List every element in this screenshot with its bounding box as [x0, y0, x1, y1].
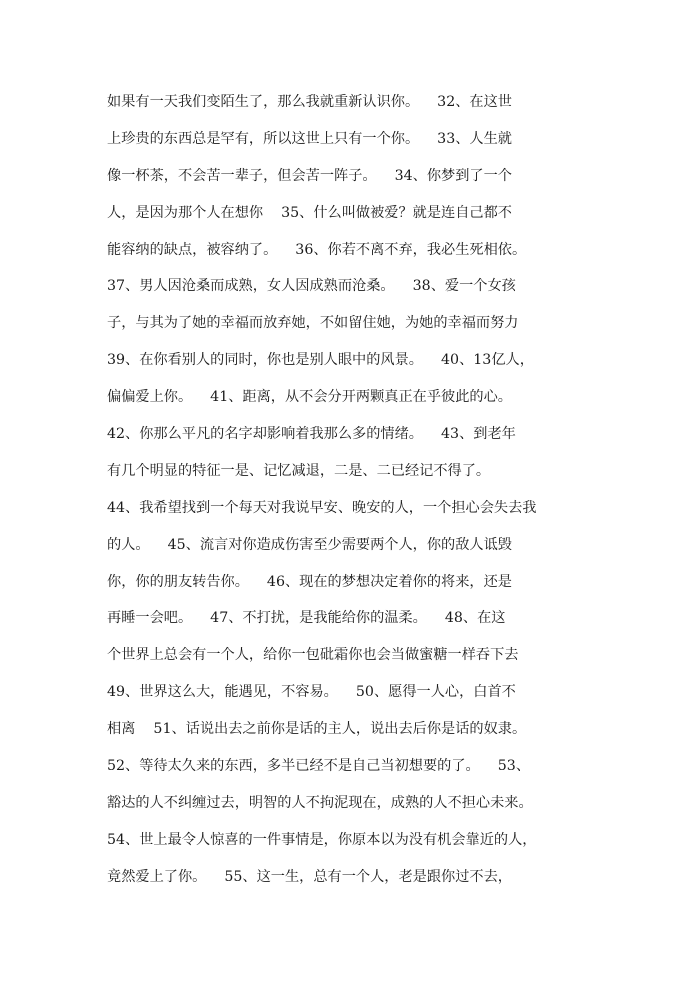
- text-line: 子，与其为了她的幸福而放弃她，不如留住她，为她的幸福而努力: [107, 315, 519, 332]
- text-line: 像一杯茶，不会苦一辈子，但会苦一阵子。 34、你梦到了一个: [107, 167, 512, 184]
- text-line: 如果有一天我们变陌生了，那么我就重新认识你。 32、在这世: [107, 94, 512, 110]
- text-line: 39、在你看别人的同时，你也是别人眼中的风景。 40、13亿人，: [107, 352, 534, 369]
- text-line: 44、我希望找到一个每天对我说早安、晚安的人，一个担心会失去我: [107, 499, 537, 516]
- text-line: 54、世上最令人惊喜的一件事情是，你原本以为没有机会靠近的人，: [107, 831, 537, 848]
- text-line: 有几个明显的特征一是、记忆减退，二是、二已经记不得了。: [107, 462, 491, 479]
- text-line: 52、等待太久来的东西，多半已经不是自己当初想要的了。 53、: [107, 758, 531, 775]
- text-line: 能容纳的缺点，被容纳了。 36、你若不离不弃，我必生死相依。: [107, 241, 527, 258]
- text-line: 偏偏爱上你。 41、距离，从不会分开两颗真正在乎彼此的心。: [107, 389, 512, 406]
- text-line: 49、世界这么大，能遇见，不容易。 50、愿得一人心，白首不: [107, 684, 516, 701]
- text-line: 37、男人因沧桑而成熟，女人因成熟而沧桑。 38、爱一个女孩: [107, 278, 516, 295]
- text-line: 竟然爱上了你。 55、这一生，总有一个人，老是跟你过不去，: [107, 868, 512, 885]
- document-text-body: [107, 84, 607, 896]
- text-line: 的人。 45、流言对你造成伤害至少需要两个人，你的敌人诋毁: [107, 536, 512, 553]
- text-line: 再睡一会吧。 47、不打扰，是我能给你的温柔。 48、在这: [107, 610, 506, 627]
- text-line: 上珍贵的东西总是罕有，所以这世上只有一个你。 33、人生就: [107, 130, 512, 147]
- text-line: 人，是因为那个人在想你 35、什么叫做被爱？就是连自己都不: [107, 204, 512, 221]
- text-line: 你，你的朋友转告你。 46、现在的梦想决定着你的将来，还是: [107, 573, 512, 590]
- text-line: 42、你那么平凡的名字却影响着我那么多的情绪。 43、到老年: [107, 426, 516, 443]
- text-line: 个世界上总会有一个人，给你一包砒霜你也会当做蜜糖一样吞下去: [107, 647, 519, 664]
- text-line: 豁达的人不纠缠过去，明智的人不拘泥现在，成熟的人不担心未来。: [107, 794, 533, 811]
- text-line: 相离 51、话说出去之前你是话的主人，说出去后你是话的奴隶。: [107, 721, 527, 738]
